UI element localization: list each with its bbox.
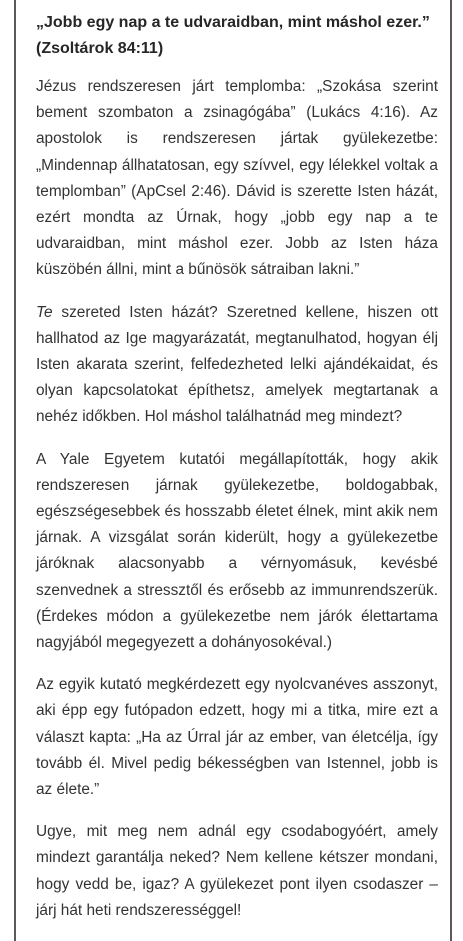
paragraph-2 (36, 300, 438, 431)
left-border-rule (14, 0, 16, 941)
verse-quote: „Jobb egy nap a te udvaraidban, mint máshol ezer.” (36, 14, 430, 31)
verse-reference: (Zsoltárok 84:11) (36, 40, 164, 57)
right-border-rule (450, 0, 452, 941)
paragraph-2-emphasis: Te (36, 303, 53, 321)
article-body (36, 10, 438, 940)
paragraph-1: Jézus rendszeresen járt templomba: „Szokása szerint bement szombaton a zsinagógába” (Lukács 4:16). Az apostolok is rendszeresen jártak gyülekezetbe: „Mindennap állhatatosan, egy szívvel, egy lélekkel voltak a templomban” (ApCsel 2:46). Dávid is szerette Isten házát, ezért mondta az Úrnak, hogy „jobb egy nap a te udvaraidban, mint máshol ezer. Jobb az Isten háza küszöbén állni, mint a bűnösök sátraiban lakni.” (36, 78, 438, 279)
paragraph-2-text: szereted Isten házát? Szeretned kellene, hiszen ott hallhatod az Ige magyarázatát, megtanulhatod, hogyan élj Isten akarata szerint, felfedezheted lelki ajándékaidat, és olyan kapcsolatokat építhetsz, amelyek megtartanak a nehéz időkben. Hol máshol találhatnád meg mindezt? (36, 303, 438, 426)
paragraph-5: Ugye, mit meg nem adnál egy csodabogyóért, amely mindezt garantálja neked? Nem kellene kétszer mondani, hogy vedd be, igaz? A gyülekezet pont ilyen csodaszer – járj hát heti rendszerességgel! (36, 823, 438, 919)
paragraph-4: Az egyik kutató megkérdezett egy nyolcvanéves asszonyt, aki épp egy futópadon edzett, hogy mi a titka, mire ezt a választ kapta: „Ha az Úrral jár az ember, van életcélja, így tovább él. Mivel pedig békességben van Istennel, jobb is az élete.” (36, 676, 438, 799)
paragraph-3: A Yale Egyetem kutatói megállapították, hogy akik rendszeresen járnak gyülekezetbe, boldogabbak, egészségesebbek és hosszabb életet élnek, mint akik nem járnak. A vizsgálat során kiderült, hogy a gyülekezetbe járóknak alacsonyabb a vérnyomásuk, kevésbé szenvednek a stressztől és erősebb az immunrendszerük. (Érdekes módon a gyülekezetbe nem járók élettartama nagyjából megegyezett a dohányosokéval.) (36, 450, 438, 652)
verse-heading (36, 10, 438, 62)
